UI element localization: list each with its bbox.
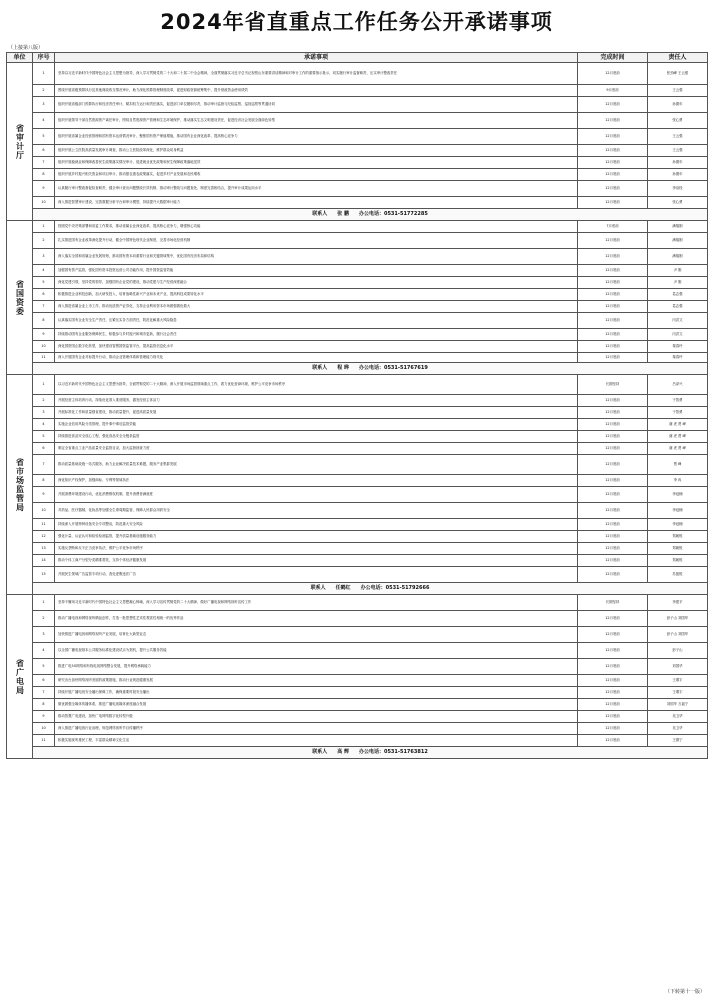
table-row bbox=[7, 643, 708, 659]
commitment-text: 持续推动国有企业服务保障民生，积极参与乡村振兴和城市更新，履行社会责任 bbox=[55, 329, 578, 341]
responsible-person: 葛志强 bbox=[648, 289, 708, 301]
completion-time: 12月底前 bbox=[578, 249, 648, 265]
row-number: 6 bbox=[33, 443, 55, 455]
table-row bbox=[7, 63, 708, 85]
row-number: 2 bbox=[33, 611, 55, 627]
row-number: 3 bbox=[33, 97, 55, 113]
responsible-person: 秦春玲 bbox=[648, 353, 708, 363]
responsible-person: 于智勇 bbox=[648, 407, 708, 419]
contact-phone-label: 办公电话： bbox=[360, 584, 386, 591]
table-row bbox=[7, 221, 708, 233]
commitment-text: 推动智慧广电建设，加快广电网络数字化转型升级 bbox=[55, 711, 578, 723]
completion-time: 12月底前 bbox=[578, 519, 648, 531]
responsible-person: 孙德年 bbox=[648, 97, 708, 113]
responsible-person: 吴卫华 bbox=[648, 711, 708, 723]
completion-time: 12月底前 bbox=[578, 341, 648, 353]
table-row bbox=[7, 475, 708, 487]
row-number: 8 bbox=[33, 169, 55, 181]
header-time: 完成时间 bbox=[578, 53, 648, 63]
completion-time: 12月底前 bbox=[578, 531, 648, 543]
responsible-person: 李冠楠 bbox=[648, 519, 708, 531]
table-row bbox=[7, 341, 708, 353]
commitment-text: 强化计量、认证认可和检验检测监管，提升质量基础设施服务能力 bbox=[55, 531, 578, 543]
completion-time: 12月底前 bbox=[578, 113, 648, 129]
table-row bbox=[7, 555, 708, 567]
commitment-text: 开展民生领域广告监管专项行动，查处虚假违法广告 bbox=[55, 567, 578, 583]
commitment-text: 研究出台加快网络视听发展的政策措施，推动行业规范健康发展 bbox=[55, 675, 578, 687]
responsible-person: 李冠楠 bbox=[648, 487, 708, 503]
commitment-text: 以全国广播电视基本公共服务标准化建设试点为契机，提升公共服务效能 bbox=[55, 643, 578, 659]
row-number: 7 bbox=[33, 687, 55, 699]
table-row bbox=[7, 455, 708, 475]
completion-time: 12月底前 bbox=[578, 567, 648, 583]
table-row bbox=[7, 113, 708, 129]
completion-time: 长期坚持 bbox=[578, 595, 648, 611]
row-number: 1 bbox=[33, 221, 55, 233]
table-row bbox=[7, 431, 708, 443]
table-row bbox=[7, 249, 708, 265]
table-row bbox=[7, 169, 708, 181]
responsible-person: 刘国华 万福宁 bbox=[648, 699, 708, 711]
responsible-person: 满翔刚 bbox=[648, 221, 708, 233]
completion-time: 12月底前 bbox=[578, 277, 648, 289]
responsible-person: 孙德年 bbox=[648, 157, 708, 169]
table-row bbox=[7, 687, 708, 699]
table-row bbox=[7, 395, 708, 407]
completion-time: 12月底前 bbox=[578, 145, 648, 157]
completion-time: 12月底前 bbox=[578, 455, 648, 475]
row-number: 3 bbox=[33, 249, 55, 265]
row-number: 5 bbox=[33, 431, 55, 443]
table-row bbox=[7, 567, 708, 583]
table-row bbox=[7, 443, 708, 455]
completion-time: 12月底前 bbox=[578, 643, 648, 659]
footer-note: （下转第十一版） bbox=[664, 989, 705, 995]
row-number: 2 bbox=[33, 395, 55, 407]
commitment-text: 坚持不懈用习近平新时代中国特色社会主义思想凝心铸魂，深入学习宣传贯彻党的二十大精神，做好广播电视和网络视听宣传工作 bbox=[55, 595, 578, 611]
commitment-text: 组织开展稳就业和保障改善民生政策落实情况审计，促进就业优先政策和民生保障政策落地见效 bbox=[55, 157, 578, 169]
contact-label: 联系人 bbox=[312, 210, 328, 217]
continued-label: （上接第八版） bbox=[8, 45, 44, 51]
table-row bbox=[7, 487, 708, 503]
commitment-text: 组织开展省属企业经营管理和国有资本运营情况审计，聚焦国有资产保值增值，推动国有企业深化改革，提高核心竞争力 bbox=[55, 129, 578, 145]
table-row bbox=[7, 531, 708, 543]
commitment-text: 深化知识产权保护，加强商标、专利等领域执法 bbox=[55, 475, 578, 487]
responsible-person: 李冠楠 bbox=[648, 503, 708, 519]
responsible-person: 谢 虎 贾 峰 bbox=[648, 419, 708, 431]
commitment-text: 实施企业信用风险分类管理，提升事中事后监管效能 bbox=[55, 419, 578, 431]
commitment-text: 认真履行审计整改督促检查职责，健全审计查出问题整改长效机制，推动审计整改与问题查处、制度完善相结合，提升审计成果运用水平 bbox=[55, 181, 578, 197]
table-row bbox=[7, 277, 708, 289]
commitment-text: 推动质量基础设施一站式服务，助力企业解决质量技术难题，服务产业集群发展 bbox=[55, 455, 578, 475]
commitment-text: 开展标准化工作和质量强省建设，推动质量提升，促进高质量发展 bbox=[55, 407, 578, 419]
responsible-person: 王增宇 bbox=[648, 675, 708, 687]
completion-time: 12月底前 bbox=[578, 723, 648, 735]
responsible-person: 吴卫华 bbox=[648, 723, 708, 735]
completion-time: 长期坚持 bbox=[578, 375, 648, 395]
row-number: 5 bbox=[33, 277, 55, 289]
table-row bbox=[7, 407, 708, 419]
commitment-text: 组织开展领导干部自然资源资产离任审计，围绕自然资源资产管理和生态环境保护，推动落实生态文明建设责任，促进经济社会发展全面绿色转型 bbox=[55, 113, 578, 129]
completion-time: 12月底前 bbox=[578, 181, 648, 197]
responsible-person: 李 冉 bbox=[648, 475, 708, 487]
commitment-text: 开展消费环境建设行动，优化消费维权机制，提升消费者满意度 bbox=[55, 487, 578, 503]
commitment-text: 积极实施视听惠民工程，丰富群众精神文化生活 bbox=[55, 735, 578, 747]
completion-time: 12月底前 bbox=[578, 699, 648, 711]
contact-phone-label: 办公电话： bbox=[358, 748, 384, 755]
commitment-text: 加快推进广播电视和网络视听产业发展，培育壮大新型业态 bbox=[55, 627, 578, 643]
completion-time: 12月底前 bbox=[578, 169, 648, 181]
row-number: 3 bbox=[33, 407, 55, 419]
row-number: 15 bbox=[33, 567, 55, 583]
unit-name: 省审计厅 bbox=[7, 63, 33, 221]
row-number: 13 bbox=[33, 543, 55, 555]
completion-time: 12月底前 bbox=[578, 555, 648, 567]
completion-time: 12月底前 bbox=[578, 63, 648, 85]
commitment-text: 深化国资国企数字化转型，加快建设智慧国资监管平台，提高监管信息化水平 bbox=[55, 341, 578, 353]
contact-name: 张 鹏 bbox=[337, 210, 349, 217]
table-row bbox=[7, 85, 708, 97]
table-row bbox=[7, 675, 708, 687]
row-number: 8 bbox=[33, 475, 55, 487]
table-row bbox=[7, 289, 708, 301]
row-number: 6 bbox=[33, 289, 55, 301]
row-number: 9 bbox=[33, 329, 55, 341]
completion-time: 12月底前 bbox=[578, 407, 648, 419]
responsible-person: 王德宁 bbox=[648, 735, 708, 747]
unit-name: 省国资委 bbox=[7, 221, 33, 375]
commitment-text: 按照党中央决策部署和省委工作要求，推动省属企业深化改革，提高核心竞争力，增强核心功能 bbox=[55, 221, 578, 233]
unit-name: 省广电局 bbox=[7, 595, 33, 759]
table-row bbox=[7, 197, 708, 209]
commitment-text: 组织开展省级部门预算执行和经济责任审计，紧扣权力运行和责任落实，促进部门单位履职尽责，推动审计监督与纪检监察、巡视巡察等贯通协同 bbox=[55, 97, 578, 113]
responsible-person: 王云强 bbox=[648, 145, 708, 157]
table-row bbox=[7, 611, 708, 627]
completion-time: 12月底前 bbox=[578, 487, 648, 503]
responsible-person: 满翔刚 bbox=[648, 249, 708, 265]
row-number: 14 bbox=[33, 555, 55, 567]
contact-name: 任鹤红 bbox=[335, 584, 351, 591]
contact-row bbox=[7, 747, 708, 759]
commitment-text: 开展经营主体培育行动，持续优化准入准营服务，激发经营主体活力 bbox=[55, 395, 578, 407]
table-row bbox=[7, 313, 708, 329]
responsible-person: 彭子山 bbox=[648, 643, 708, 659]
table-row bbox=[7, 735, 708, 747]
table-row bbox=[7, 181, 708, 197]
table-body bbox=[7, 63, 708, 759]
responsible-person: 彭子山 刘国华 bbox=[648, 627, 708, 643]
completion-time: 12月底前 bbox=[578, 419, 648, 431]
table-row bbox=[7, 723, 708, 735]
completion-time: 12月底前 bbox=[578, 233, 648, 249]
responsible-person: 郑朝锐 bbox=[648, 543, 708, 555]
row-number: 9 bbox=[33, 181, 55, 197]
completion-time: 12月底前 bbox=[578, 687, 648, 699]
commitment-text: 持续开展广播电视安全播出保障工作，确保重要时段安全播出 bbox=[55, 687, 578, 699]
responsible-person: 尹 刚 bbox=[648, 277, 708, 289]
table-row bbox=[7, 157, 708, 169]
commitment-text: 持续推进食品安全放心工程，强化食品安全全链条监管 bbox=[55, 431, 578, 443]
completion-time: 9月底前 bbox=[578, 85, 648, 97]
row-number: 1 bbox=[33, 595, 55, 611]
table-row bbox=[7, 711, 708, 723]
contact-cell bbox=[33, 583, 708, 595]
table-row bbox=[7, 627, 708, 643]
completion-time: 12月底前 bbox=[578, 395, 648, 407]
responsible-person: 王云强 bbox=[648, 129, 708, 145]
contact-phone-label: 办公电话： bbox=[358, 210, 384, 217]
commitment-text: 深化党建引领，坚持党的领导，加强国有企业党的建设，推动党建与生产经营深度融合 bbox=[55, 277, 578, 289]
table-row bbox=[7, 659, 708, 675]
responsible-person: 贾 峰 bbox=[648, 455, 708, 475]
contact-cell bbox=[33, 209, 708, 221]
table-row bbox=[7, 97, 708, 113]
table-row bbox=[7, 265, 708, 277]
commitment-text: 对药品、医疗器械、化妆品等加强全生命周期监管，保障人民群众用药安全 bbox=[55, 503, 578, 519]
row-number: 12 bbox=[33, 531, 55, 543]
commitment-text: 持续深入开展特种设备安全专项整治，防范重大安全风险 bbox=[55, 519, 578, 531]
commitment-text: 积极推进企业科技创新，加大研发投入，培育战略性新兴产业和未来产业，提高科技成果转化水平 bbox=[55, 289, 578, 301]
row-number: 7 bbox=[33, 301, 55, 313]
commitment-text: 深入推进广播电视行业治理，规范网络视听节目传播秩序 bbox=[55, 723, 578, 735]
contact-label: 联系人 bbox=[312, 364, 328, 371]
row-number: 2 bbox=[33, 233, 55, 249]
contact-label: 联系人 bbox=[310, 584, 326, 591]
commitment-text: 做优做强全媒体传播体系，推进广播电视媒体深度融合发展 bbox=[55, 699, 578, 711]
table-row bbox=[7, 699, 708, 711]
header-person: 责任人 bbox=[648, 53, 708, 63]
row-number: 5 bbox=[33, 129, 55, 145]
commitment-text: 实施反垄断和反不正当竞争执法，维护公平竞争市场秩序 bbox=[55, 543, 578, 555]
commitment-text: 推动个体工商户分型分类精准帮扶，支持个体经济健康发展 bbox=[55, 555, 578, 567]
row-number: 11 bbox=[33, 735, 55, 747]
responsible-person: 孙德年 bbox=[648, 169, 708, 181]
contact-phone: 0531-51767619 bbox=[383, 364, 428, 371]
table-row bbox=[7, 503, 708, 519]
row-number: 10 bbox=[33, 723, 55, 735]
table-row bbox=[7, 419, 708, 431]
header-unit: 单位 bbox=[7, 53, 33, 63]
completion-time: 12月底前 bbox=[578, 627, 648, 643]
table-row bbox=[7, 129, 708, 145]
row-number: 1 bbox=[33, 63, 55, 85]
commitment-text: 以习近平新时代中国特色社会主义思想为指导，全面贯彻党的二十大精神，深入开展市场监管领域重点工作，着力优化营商环境，维护公平竞争市场秩序 bbox=[55, 375, 578, 395]
row-number: 10 bbox=[33, 503, 55, 519]
row-number: 9 bbox=[33, 711, 55, 723]
row-number: 8 bbox=[33, 699, 55, 711]
responsible-person: 尹 刚 bbox=[648, 265, 708, 277]
table-row bbox=[7, 519, 708, 531]
responsible-person: 彭子山 刘国华 bbox=[648, 611, 708, 627]
completion-time: 12月底前 bbox=[578, 157, 648, 169]
commitment-text: 扎实推进国有企业改革深化提升行动，健全中国特色现代企业制度，完善市场化经营机制 bbox=[55, 233, 578, 249]
header-content: 承诺事项 bbox=[55, 53, 578, 63]
row-number: 5 bbox=[33, 659, 55, 675]
responsible-person: 闫洪文 bbox=[648, 313, 708, 329]
completion-time: 12月底前 bbox=[578, 475, 648, 487]
completion-time: 12月底前 bbox=[578, 313, 648, 329]
completion-time: 12月底前 bbox=[578, 289, 648, 301]
contact-row bbox=[7, 209, 708, 221]
completion-time: 12月底前 bbox=[578, 431, 648, 443]
responsible-person: 张心勇 bbox=[648, 113, 708, 129]
row-number: 3 bbox=[33, 627, 55, 643]
contact-cell bbox=[33, 363, 708, 375]
commitment-text: 制定全省重点工业产品质量安全监管目录，加大监督抽查力度 bbox=[55, 443, 578, 455]
commitment-text: 组织开展公立医院高质量发展审计调查，推动公立医院改革深化，维护群众切身利益 bbox=[55, 145, 578, 157]
responsible-person: 李治栓 bbox=[648, 181, 708, 197]
page-title: 2024年省直重点工作任务公开承诺事项 bbox=[160, 10, 553, 34]
table-row bbox=[7, 145, 708, 157]
commitment-text: 加强国有资产监管，强化国有资本投资运营公司功能作用，提升国资监管效能 bbox=[55, 265, 578, 277]
completion-time: 12月底前 bbox=[578, 129, 648, 145]
completion-time: 12月底前 bbox=[578, 659, 648, 675]
row-number: 2 bbox=[33, 85, 55, 97]
row-number: 1 bbox=[33, 375, 55, 395]
unit-name: 省市场监管局 bbox=[7, 375, 33, 595]
contact-label: 联系人 bbox=[312, 748, 328, 755]
contact-row bbox=[7, 363, 708, 375]
table-row bbox=[7, 301, 708, 313]
table-row bbox=[7, 329, 708, 341]
table-row bbox=[7, 375, 708, 395]
completion-time: 12月底前 bbox=[578, 611, 648, 627]
contact-name: 程 晔 bbox=[337, 364, 349, 371]
commitment-text: 深入推进智慧审计建设，完善数据分析平台和审计模型，持续提升大数据审计能力 bbox=[55, 197, 578, 209]
row-number: 7 bbox=[33, 157, 55, 169]
row-number: 8 bbox=[33, 313, 55, 329]
row-number: 4 bbox=[33, 113, 55, 129]
row-number: 6 bbox=[33, 675, 55, 687]
responsible-person: 王增宇 bbox=[648, 687, 708, 699]
responsible-person: 郑朝锐 bbox=[648, 555, 708, 567]
completion-time: 12月底前 bbox=[578, 329, 648, 341]
commitments-table bbox=[6, 52, 708, 759]
table-row bbox=[7, 353, 708, 363]
table-header-row bbox=[7, 53, 708, 63]
completion-time: 12月底前 bbox=[578, 675, 648, 687]
completion-time: 12月底前 bbox=[578, 301, 648, 313]
responsible-person: 闫洪文 bbox=[648, 329, 708, 341]
responsible-person: 于智勇 bbox=[648, 395, 708, 407]
responsible-person: 苏振锐 bbox=[648, 567, 708, 583]
completion-time: 12月底前 bbox=[578, 97, 648, 113]
responsible-person: 张心勇 bbox=[648, 197, 708, 209]
row-number: 9 bbox=[33, 487, 55, 503]
responsible-person: 郑朝锐 bbox=[648, 531, 708, 543]
commitment-text: 深入推进省属企业上市工作，推动优质资产证券化，支持企业利用资本市场做强做优做大 bbox=[55, 301, 578, 313]
contact-phone: 0531-51763812 bbox=[383, 748, 428, 755]
table-row bbox=[7, 543, 708, 555]
row-number: 4 bbox=[33, 643, 55, 659]
responsible-person: 王云强 bbox=[648, 85, 708, 97]
responsible-person: 谢 虎 贾 峰 bbox=[648, 431, 708, 443]
completion-time: 7月底前 bbox=[578, 221, 648, 233]
completion-time: 12月底前 bbox=[578, 735, 648, 747]
table-row bbox=[7, 233, 708, 249]
completion-time: 12月底前 bbox=[578, 197, 648, 209]
responsible-person: 吕泽兴 bbox=[648, 375, 708, 395]
commitment-text: 围绕开展省级预算执行及其他财政收支情况审计，助力深化预算管理制度改革，促进财政资源统筹集中，提升财政资金使用绩效 bbox=[55, 85, 578, 97]
completion-time: 12月底前 bbox=[578, 443, 648, 455]
row-number: 10 bbox=[33, 341, 55, 353]
completion-time: 12月底前 bbox=[578, 503, 648, 519]
row-number: 4 bbox=[33, 265, 55, 277]
contact-name: 高 辉 bbox=[337, 748, 349, 755]
responsible-person: 满翔刚 bbox=[648, 233, 708, 249]
commitment-text: 推动广播电视和网络视听精品创作，打造一批思想性艺术性观赏性相统一的优秀作品 bbox=[55, 611, 578, 627]
row-number: 11 bbox=[33, 519, 55, 531]
responsible-person: 李建平 bbox=[648, 595, 708, 611]
commitment-text: 组织开展乡村振兴相关资金和项目审计，推动强农惠农政策落实，促进乡村产业发展和农民增收 bbox=[55, 169, 578, 181]
contact-cell bbox=[33, 747, 708, 759]
responsible-person: 葛志强 bbox=[648, 301, 708, 313]
commitment-text: 坚持以习近平新时代中国特色社会主义思想为指导，深入学习贯彻党的二十大和二十届二中全会精神，全面贯彻落实习近平总书记视察山东重要讲话精神和对审计工作的重要指示批示，切实履行审计监督职责，压实审计整改责任 bbox=[55, 63, 578, 85]
completion-time: 12月底前 bbox=[578, 353, 648, 363]
commitment-text: 深入开展国有企业对标提升行动，推动企业管理体系和管理能力现代化 bbox=[55, 353, 578, 363]
commitment-text: 认真落实国有企业安全生产责任，压紧压实各方面责任，防范化解重大风险隐患 bbox=[55, 313, 578, 329]
responsible-person: 刘国华 bbox=[648, 659, 708, 675]
row-number: 6 bbox=[33, 145, 55, 157]
row-number: 11 bbox=[33, 353, 55, 363]
contact-phone: 0531-51772285 bbox=[383, 210, 428, 217]
completion-time: 12月底前 bbox=[578, 265, 648, 277]
commitment-text: 推进广电5G网络和有线电视网络整合发展，提升网络承载能力 bbox=[55, 659, 578, 675]
responsible-person: 谢 虎 贾 峰 bbox=[648, 443, 708, 455]
table-row bbox=[7, 595, 708, 611]
contact-row bbox=[7, 583, 708, 595]
commitment-text: 深入落实全国和省属企业发展规划，推动国有资本向重要行业和关键领域集中，优化国有经济布局和结构 bbox=[55, 249, 578, 265]
completion-time: 12月底前 bbox=[578, 711, 648, 723]
contact-phone: 0531-51792666 bbox=[385, 584, 430, 591]
row-number: 7 bbox=[33, 455, 55, 475]
responsible-person: 秦春玲 bbox=[648, 341, 708, 353]
contact-phone-label: 办公电话： bbox=[358, 364, 384, 371]
responsible-person: 张劲峰 王云强 bbox=[648, 63, 708, 85]
completion-time: 12月底前 bbox=[578, 543, 648, 555]
row-number: 10 bbox=[33, 197, 55, 209]
header-no: 序号 bbox=[33, 53, 55, 63]
row-number: 4 bbox=[33, 419, 55, 431]
